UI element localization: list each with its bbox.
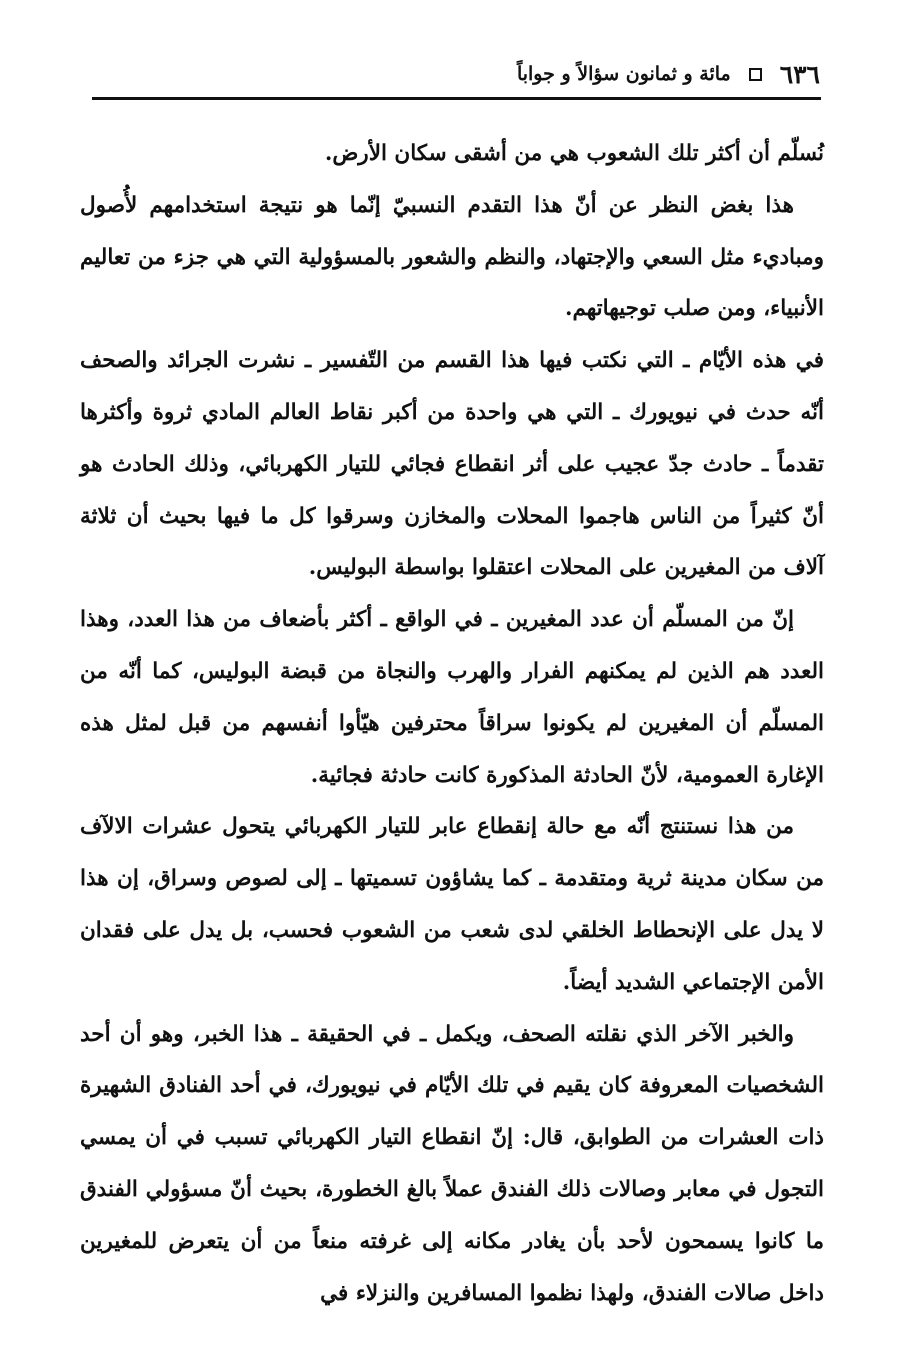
page-number: ٦٣٦	[779, 59, 820, 89]
paragraph: في هذه الأيّام ـ التي نكتب فيها هذا القسم من التّفسير ـ نشرت الجرائد والصحف أنّه حدث في نيويورك ـ التي هي واحدة من أكبر نقاط العالم المادي ثروة وأكثرها تقدماً ـ حادث جدّ عجيب على أثر انقطاع فجائي للتيار الكهربائي، وذلك الحادث هو أنّ كثيراً من الناس هاجموا المحلات والمخازن وسرقوا كل ما فيها بحيث أن ثلاثة آلاف من المغيرين على المحلات اعتقلوا بواسطة البوليس.	[80, 348, 824, 581]
body-text	[80, 128, 824, 1319]
paragraph: هذا بغض النظر عن أنّ هذا التقدم النسبيّ إنّما هو نتيجة استخدامهم لأُصول ومباديء مثل السعي والإجتهاد، والنظم والشعور بالمسؤولية التي هي جزء من تعاليم الأنبياء، ومن صلب توجيهاتهم.	[80, 192, 824, 322]
square-icon	[749, 68, 762, 81]
paragraph: نُسلّم أن أكثر تلك الشعوب هي من أشقى سكان الأرض.	[324, 141, 824, 166]
paragraph: من هذا نستنتج أنّه مع حالة إنقطاع عابر للتيار الكهربائي يتحول عشرات الالآف من سكان مدينة ثرية ومتقدمة ـ كما يشاؤون تسميتها ـ إلى لصوص وسراق، إن هذا لا يدل على الإنحطاط الخلقي لدى شعب من الشعوب فحسب، بل يدل على فقدان الأمن الإجتماعي الشديد أيضاً.	[80, 814, 824, 995]
paragraph: إنّ من المسلّم أن عدد المغيرين ـ في الواقع ـ أكثر بأضعاف من هذا العدد، وهذا العدد هم الذين لم يمكنهم الفرار والهرب والنجاة من قبضة البوليس، كما أنّه من المسلّم أن المغيرين لم يكونوا سراقاً محترفين هيّأوا أنفسهم من قبل لمثل هذه الإغارة العمومية، لأنّ الحادثة المذكورة كانت حادثة فجائية.	[80, 607, 824, 788]
paragraph: والخبر الآخر الذي نقلته الصحف، ويكمل ـ في الحقيقة ـ هذا الخبر، وهو أن أحد الشخصيات المعروفة كان يقيم في تلك الأيّام في نيويورك، في أحد الفنادق الشهيرة ذات العشرات من الطوابق، قال: إنّ انقطاع التيار الكهربائي تسبب في أن يمسي التجول في معابر وصالات ذلك الفندق عملاً بالغ الخطورة، بحيث أنّ مسؤولي الفندق ما كانوا يسمحون لأحد بأن يغادر مكانه إلى غرفته منعاً من أن يتعرض للمغيرين داخل صالات الفندق، ولهذا نظموا المسافرين والنزلاء في	[80, 1021, 824, 1306]
header-divider	[92, 97, 821, 100]
book-title: مائة و ثمانون سؤالاً و جواباً	[516, 63, 731, 85]
page-header	[92, 52, 820, 96]
